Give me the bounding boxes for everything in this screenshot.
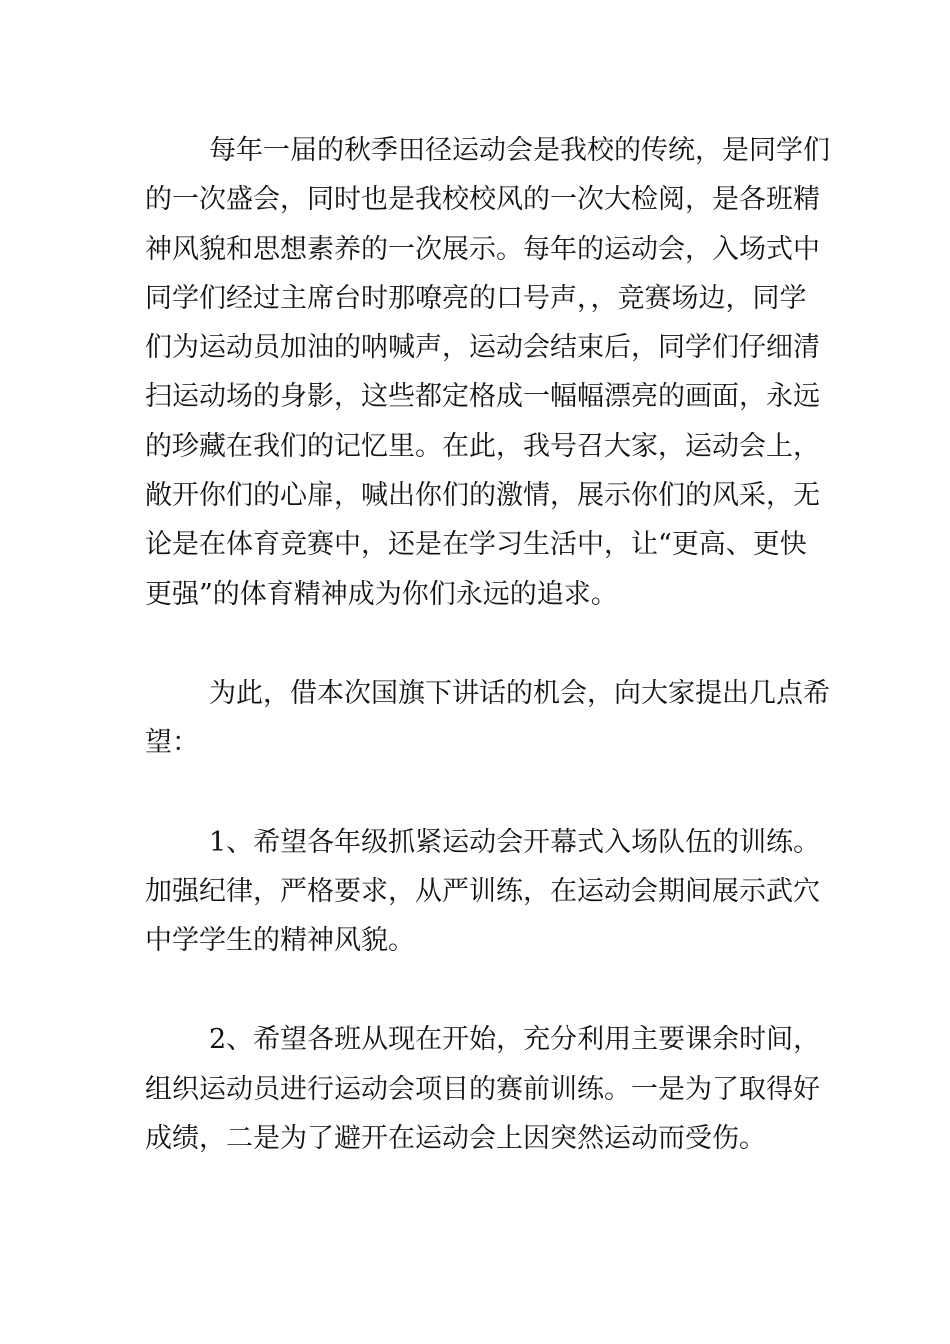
text-line: 组织运动员进行运动会项目的赛前训练。一是为了取得好 (145, 1073, 820, 1105)
text-line: 神风貌和思想素养的一次展示。每年的运动会，入场式中 (145, 233, 820, 265)
text-line: 敞开你们的心扉，喊出你们的激情，展示你们的风采，无 (145, 480, 820, 512)
paragraph-hopes-intro (145, 669, 830, 768)
paragraph-spacer (145, 619, 810, 669)
text-line: 望： (145, 727, 199, 759)
text-line: 成绩，二是为了避开在运动会上因突然运动而受伤。 (145, 1123, 766, 1155)
text-line: 每年一届的秋季田径运动会是我校的传统，是同学们 (209, 135, 830, 166)
text-line: 的一次盛会，同时也是我校校风的一次大检阅，是各班精 (145, 184, 820, 216)
text-line: 中学学生的精神风貌。 (145, 925, 415, 957)
text-line: 加强纪律，严格要求，从严训练，在运动会期间展示武穴 (145, 875, 820, 907)
text-line: 为此，借本次国旗下讲话的机会，向大家提出几点希 (209, 677, 830, 709)
text-line: 更强”的体育精神成为你们永远的追求。 (145, 578, 618, 610)
paragraph-spacer (145, 965, 810, 1015)
text-line: 们为运动员加油的呐喊声，运动会结束后，同学们仔细清 (145, 332, 820, 364)
paragraph-hope-2 (145, 1015, 821, 1163)
paragraph-spacer (145, 768, 810, 818)
text-line: 1、希望各年级抓紧运动会开幕式入场队伍的训练。 (209, 826, 821, 858)
text-line: 同学们经过主席台时那嘹亮的口号声，，竞赛场边，同学 (145, 282, 807, 314)
paragraph-sports-meet-tradition (145, 126, 830, 619)
text-line: 扫运动场的身影，这些都定格成一幅幅漂亮的画面，永远 (145, 381, 820, 413)
text-line: 的珍藏在我们的记忆里。在此，我号召大家，运动会上， (145, 430, 820, 462)
document-body (145, 126, 830, 1163)
text-line: 2、希望各班从现在开始，充分利用主要课余时间， (209, 1024, 821, 1056)
paragraph-hope-1 (145, 818, 821, 966)
text-line: 论是在体育竞赛中，还是在学习生活中，让“更高、更快 (145, 529, 807, 561)
